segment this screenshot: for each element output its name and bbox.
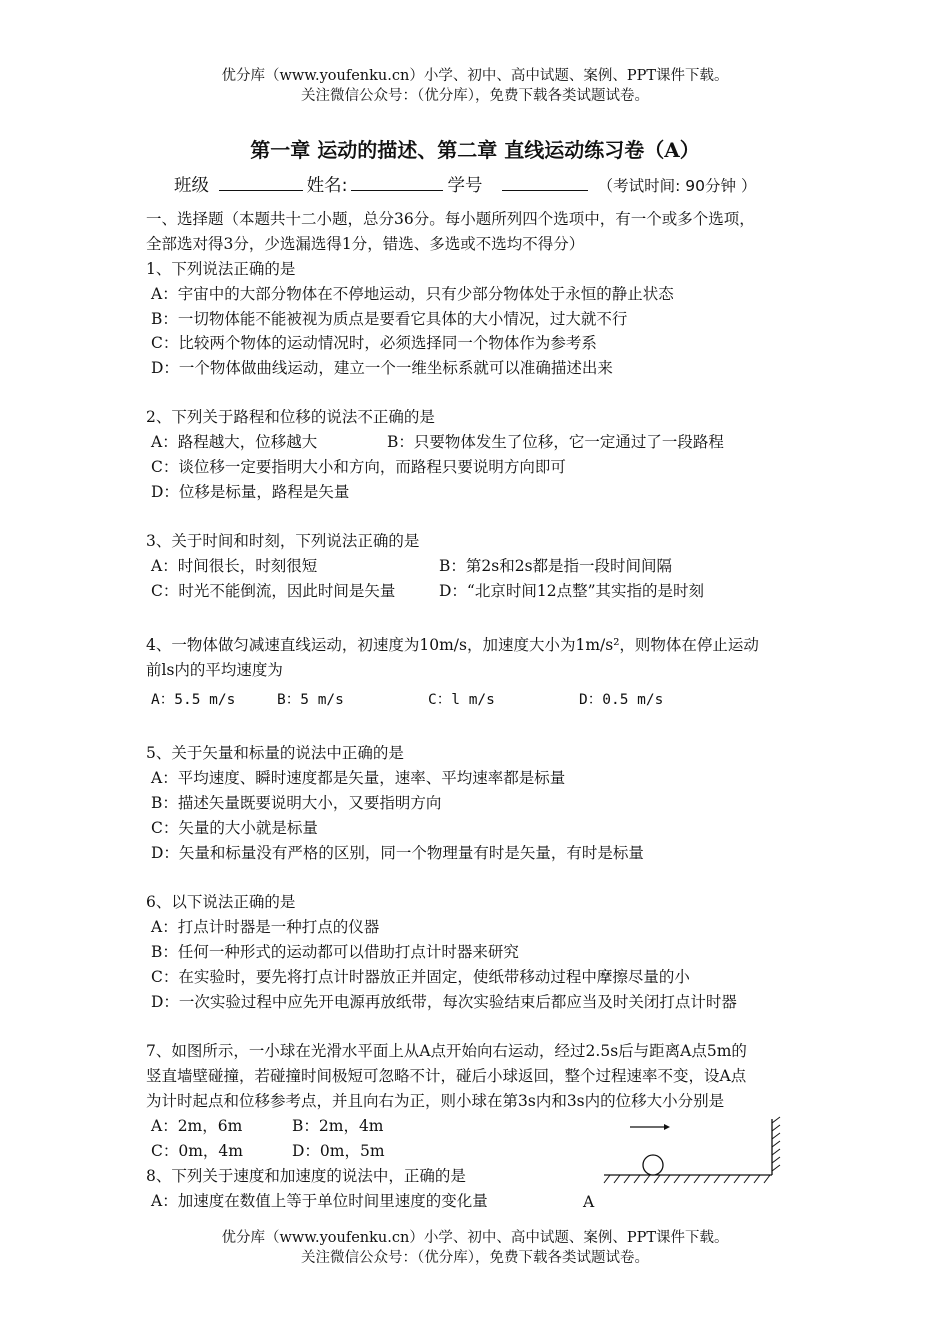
q1-option-c: C：比较两个物体的运动情况时，必须选择同一个物体作为参考系 (151, 334, 597, 352)
q2-option-d: D：位移是标量，路程是矢量 (151, 483, 350, 501)
q4-stem-line2: 前ls内的平均速度为 (146, 661, 283, 679)
name-label: 姓名: (306, 176, 348, 196)
section-instructions-line1: 一、选择题（本题共十二小题，总分36分。每小题所列四个选项中，有一个或多个选项， (146, 210, 755, 228)
wall-hatch (772, 1117, 780, 1171)
student-info-line (174, 172, 756, 197)
q7-diagram (600, 1115, 790, 1195)
q6-stem: 6、以下说法正确的是 (146, 893, 296, 911)
page-footer-line1: 优分库（www.youfenku.cn）小学、初中、高中试题、案例、PPT课件下载。 (221, 1230, 729, 1246)
q4-stem-line1: 4、一物体做匀减速直线运动，初速度为10m/s，加速度大小为1m/s²，则物体在停止运动 (146, 636, 759, 654)
q5-stem: 5、关于矢量和标量的说法中正确的是 (146, 744, 404, 762)
q5-option-c: C：矢量的大小就是标量 (151, 819, 318, 837)
q7-stem-line1: 7、如图所示，一小球在光滑水平面上从A点开始向右运动，经过2.5s后与距离A点5m的 (146, 1042, 747, 1060)
q8-stem: 8、下列关于速度和加速度的说法中，正确的是 (146, 1167, 466, 1185)
page-header-line1: 优分库（www.youfenku.cn）小学、初中、高中试题、案例、PPT课件下载。 (221, 68, 729, 84)
q3-option-a: A：时间很长，时刻很短 (151, 557, 318, 575)
q4-option-a: A：5.5 m/s (151, 692, 236, 708)
name-blank (351, 174, 443, 191)
q1-option-b: B：一切物体能不能被视为质点是要看它具体的大小情况，过大就不行 (151, 310, 628, 328)
page-header-line2: 关注微信公众号：（优分库），免费下载各类试题试卷。 (301, 88, 649, 104)
q4-option-d: D：0.5 m/s (579, 692, 664, 708)
q6-option-d: D：一次实验过程中应先开电源再放纸带，每次实验结束后都应当及时关闭打点计时器 (151, 993, 737, 1011)
page-title: 第一章 运动的描述、第二章 直线运动练习卷（A） (250, 138, 700, 162)
q7-stem-line2: 竖直墙壁碰撞，若碰撞时间极短可忽略不计，碰后小球返回，整个过程速率不变，设A点 (146, 1067, 747, 1085)
q3-stem: 3、关于时间和时刻，下列说法正确的是 (146, 532, 420, 550)
q7-figure-label-a: A (583, 1193, 595, 1211)
q5-option-d: D：矢量和标量没有严格的区别，同一个物理量有时是矢量，有时是标量 (151, 844, 644, 862)
q2-option-b: B：只要物体发生了位移，它一定通过了一段路程 (387, 433, 724, 451)
class-blank (219, 174, 303, 191)
page-footer-line2: 关注微信公众号：（优分库），免费下载各类试题试卷。 (301, 1250, 649, 1266)
q5-option-a: A：平均速度、瞬时速度都是矢量，速率、平均速率都是标量 (151, 769, 566, 787)
q1-stem: 1、下列说法正确的是 (146, 260, 296, 278)
q2-option-c: C：谈位移一定要指明大小和方向，而路程只要说明方向即可 (151, 458, 566, 476)
id-label: 学号 (447, 176, 483, 196)
section-instructions-line2: 全部选对得3分，少选漏选得1分，错选、多选或不选均不得分） (146, 235, 585, 253)
q7-option-d: D：0m，5m (292, 1142, 385, 1160)
q7-option-c: C：0m，4m (151, 1142, 243, 1160)
q4-option-c: C：l m/s (428, 692, 495, 708)
exam-time-note: （考试时间: 90分钟 ） (597, 177, 757, 195)
q3-option-b: B：第2s和2s都是指一段时间间隔 (439, 557, 673, 575)
q5-option-b: B：描述矢量既要说明大小，又要指明方向 (151, 794, 442, 812)
q2-option-a: A：路程越大，位移越大 (151, 433, 318, 451)
q7-option-b: B：2m，4m (292, 1117, 384, 1135)
id-blank (502, 174, 588, 191)
class-label: 班级 (174, 176, 209, 196)
q1-option-d: D：一个物体做曲线运动，建立一个一维坐标系就可以准确描述出来 (151, 359, 613, 377)
q7-stem-line3: 为计时起点和位移参考点，并且向右为正，则小球在第3s内和3s内的位移大小分别是 (146, 1092, 725, 1110)
q8-option-a: A：加速度在数值上等于单位时间里速度的变化量 (151, 1192, 488, 1210)
q4-option-b: B：5 m/s (277, 692, 344, 708)
q7-option-a: A：2m，6m (151, 1117, 243, 1135)
q1-option-a: A：宇宙中的大部分物体在不停地运动，只有少部分物体处于永恒的静止状态 (151, 285, 674, 303)
q2-stem: 2、下列关于路程和位移的说法不正确的是 (146, 408, 435, 426)
velocity-arrow-icon (630, 1124, 670, 1130)
q6-option-c: C：在实验时，要先将打点计时器放正并固定，使纸带移动过程中摩擦尽量的小 (151, 968, 690, 986)
ground-hatch (604, 1175, 770, 1183)
q3-option-c: C：时光不能倒流，因此时间是矢量 (151, 582, 396, 600)
q6-option-b: B：任何一种形式的运动都可以借助打点计时器来研究 (151, 943, 519, 961)
q3-option-d: D：“北京时间12点整”其实指的是时刻 (439, 582, 704, 600)
q6-option-a: A：打点计时器是一种打点的仪器 (151, 918, 380, 936)
ball-icon (643, 1155, 663, 1175)
